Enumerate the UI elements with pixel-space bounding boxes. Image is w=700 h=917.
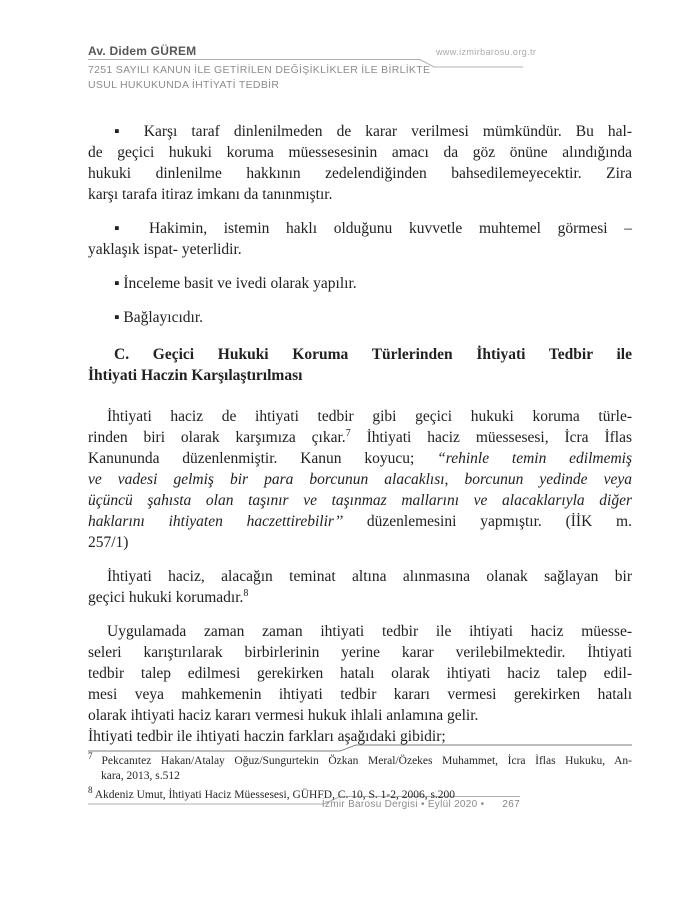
bullet-paragraph-3 [88,273,632,294]
text-line: ▪ İnceleme basit ve ivedi olarak yapılır. [114,275,357,292]
text-line: seleri karıştırılarak birbirlerinin yerine karar verilebilmektedir. İhtiyati [88,644,632,661]
paragraph-teminat [88,566,632,608]
article-title-line2: USUL HUKUKUNDA İHTİYATİ TEDBİR [88,79,280,91]
bullet-paragraph-2 [88,218,632,260]
page-footer [322,799,520,810]
text-line: tedbir talep edilmesi gerekirken hatalı olarak ihtiyati haciz talep edil- [88,665,632,682]
text-line: İhtiyati tedbir ile ihtiyati haczin farkları aşağıdaki gibidir; [88,728,446,745]
bullet-paragraph-4 [88,307,632,328]
text-line: C. Geçici Hukuki Koruma Türlerinden İhtiyati Tedbir ile [114,346,632,363]
text-line: olarak ihtiyati haciz kararı vermesi hukuk ihlali anlamına gelir. [88,707,479,724]
text-line: rinden biri olarak karşımıza çıkar.$^7$ İhtiyati haciz müessesesi, İcra İflas [88,427,632,446]
text-line: ▪ Bağlayıcıdır. [114,309,204,326]
text-line: İhtiyati haciz, alacağın teminat altına alınmasına olanak sağlayan bir [107,568,632,585]
text-line: karşı tarafa itiraz imkanı da tanınmıştır. [88,186,333,203]
text-line: geçici hukuki korumadır.$^8$ [88,587,249,606]
section-heading [88,344,632,386]
article-body [88,121,632,760]
article-title-line1: 7251 SAYILI KANUN İLE GETİRİLEN DEĞİŞİKLİKLER İLE BİRLİKTE [88,64,431,76]
paragraph-ihtiyati-haciz [88,406,632,553]
text-line: hukuki dinlenilme hakkının zedelendiğinden bahsedilemeyecektir. Zira [88,165,632,182]
paragraph-uygulamada [88,621,632,747]
article-title [88,63,430,93]
bullet-paragraph-1 [88,121,632,205]
text-line: $^7$ Pekcanıtez Hakan/Atalay Oğuz/Sungurtekin Özkan Meral/Özekes Muhammet, İcra İflas Hukuku, An- [88,751,632,767]
website-url: www.izmirbarosu.org.tr [436,47,537,57]
text-line: İhtiyati haciz de ihtiyati tedbir gibi geçici hukuki koruma türle- [107,408,632,425]
text-line: ve vadesi gelmiş bir para borcunun alacaklısı, borcunun yedinde veya [88,471,632,488]
text-line: de geçici hukuki koruma müessesesinin amacı da göz önüne alındığında [88,144,632,161]
text-line: haklarını ihtiyaten haczettirebilir’’ düzenlemesini yapmıştır. (İİK m. [88,513,632,530]
author-name: Av. Didem GÜREM [88,44,197,58]
text-line: Uygulamada zaman zaman ihtiyati tedbir ile ihtiyati haciz müesse- [107,623,632,640]
text-line: mesi veya mahkemenin ihtiyati tedbir kararı vermesi gerekirken hatalı [88,686,632,703]
text-line: üçüncü şahısta olan taşınır ve taşınmaz mallarını ve alacaklarıyla diğer [88,492,632,509]
text-line: yaklaşık ispat- yeterlidir. [88,241,242,258]
journal-name-and-issue: İzmir Barosu Dergisi • Eylül 2020 • [321,799,485,810]
text-line: kara, 2013, s.512 [101,770,180,782]
text-line: $^8$ Akdeniz Umut, İhtiyati Haciz Müessesesi, GÜHFD, C. 10, S. 1-2, 2006, s.200 [88,785,456,801]
text-line: İhtiyati Haczin Karşılaştırılması [88,367,303,384]
text-line: ▪ Karşı taraf dinlenilmeden de karar verilmesi mümkündür. Bu hal- [114,123,632,140]
text-line: Kanununda düzenlenmiştir. Kanun koyucu; “rehinle temin edilmemiş [88,450,632,467]
text-line: 257/1) [88,534,129,551]
footnote-7 [88,751,632,784]
page-number: 267 [502,799,520,810]
text-line: ▪ Hakimin, istemin haklı olduğunu kuvvetle muhtemel görmesi – [114,220,632,237]
